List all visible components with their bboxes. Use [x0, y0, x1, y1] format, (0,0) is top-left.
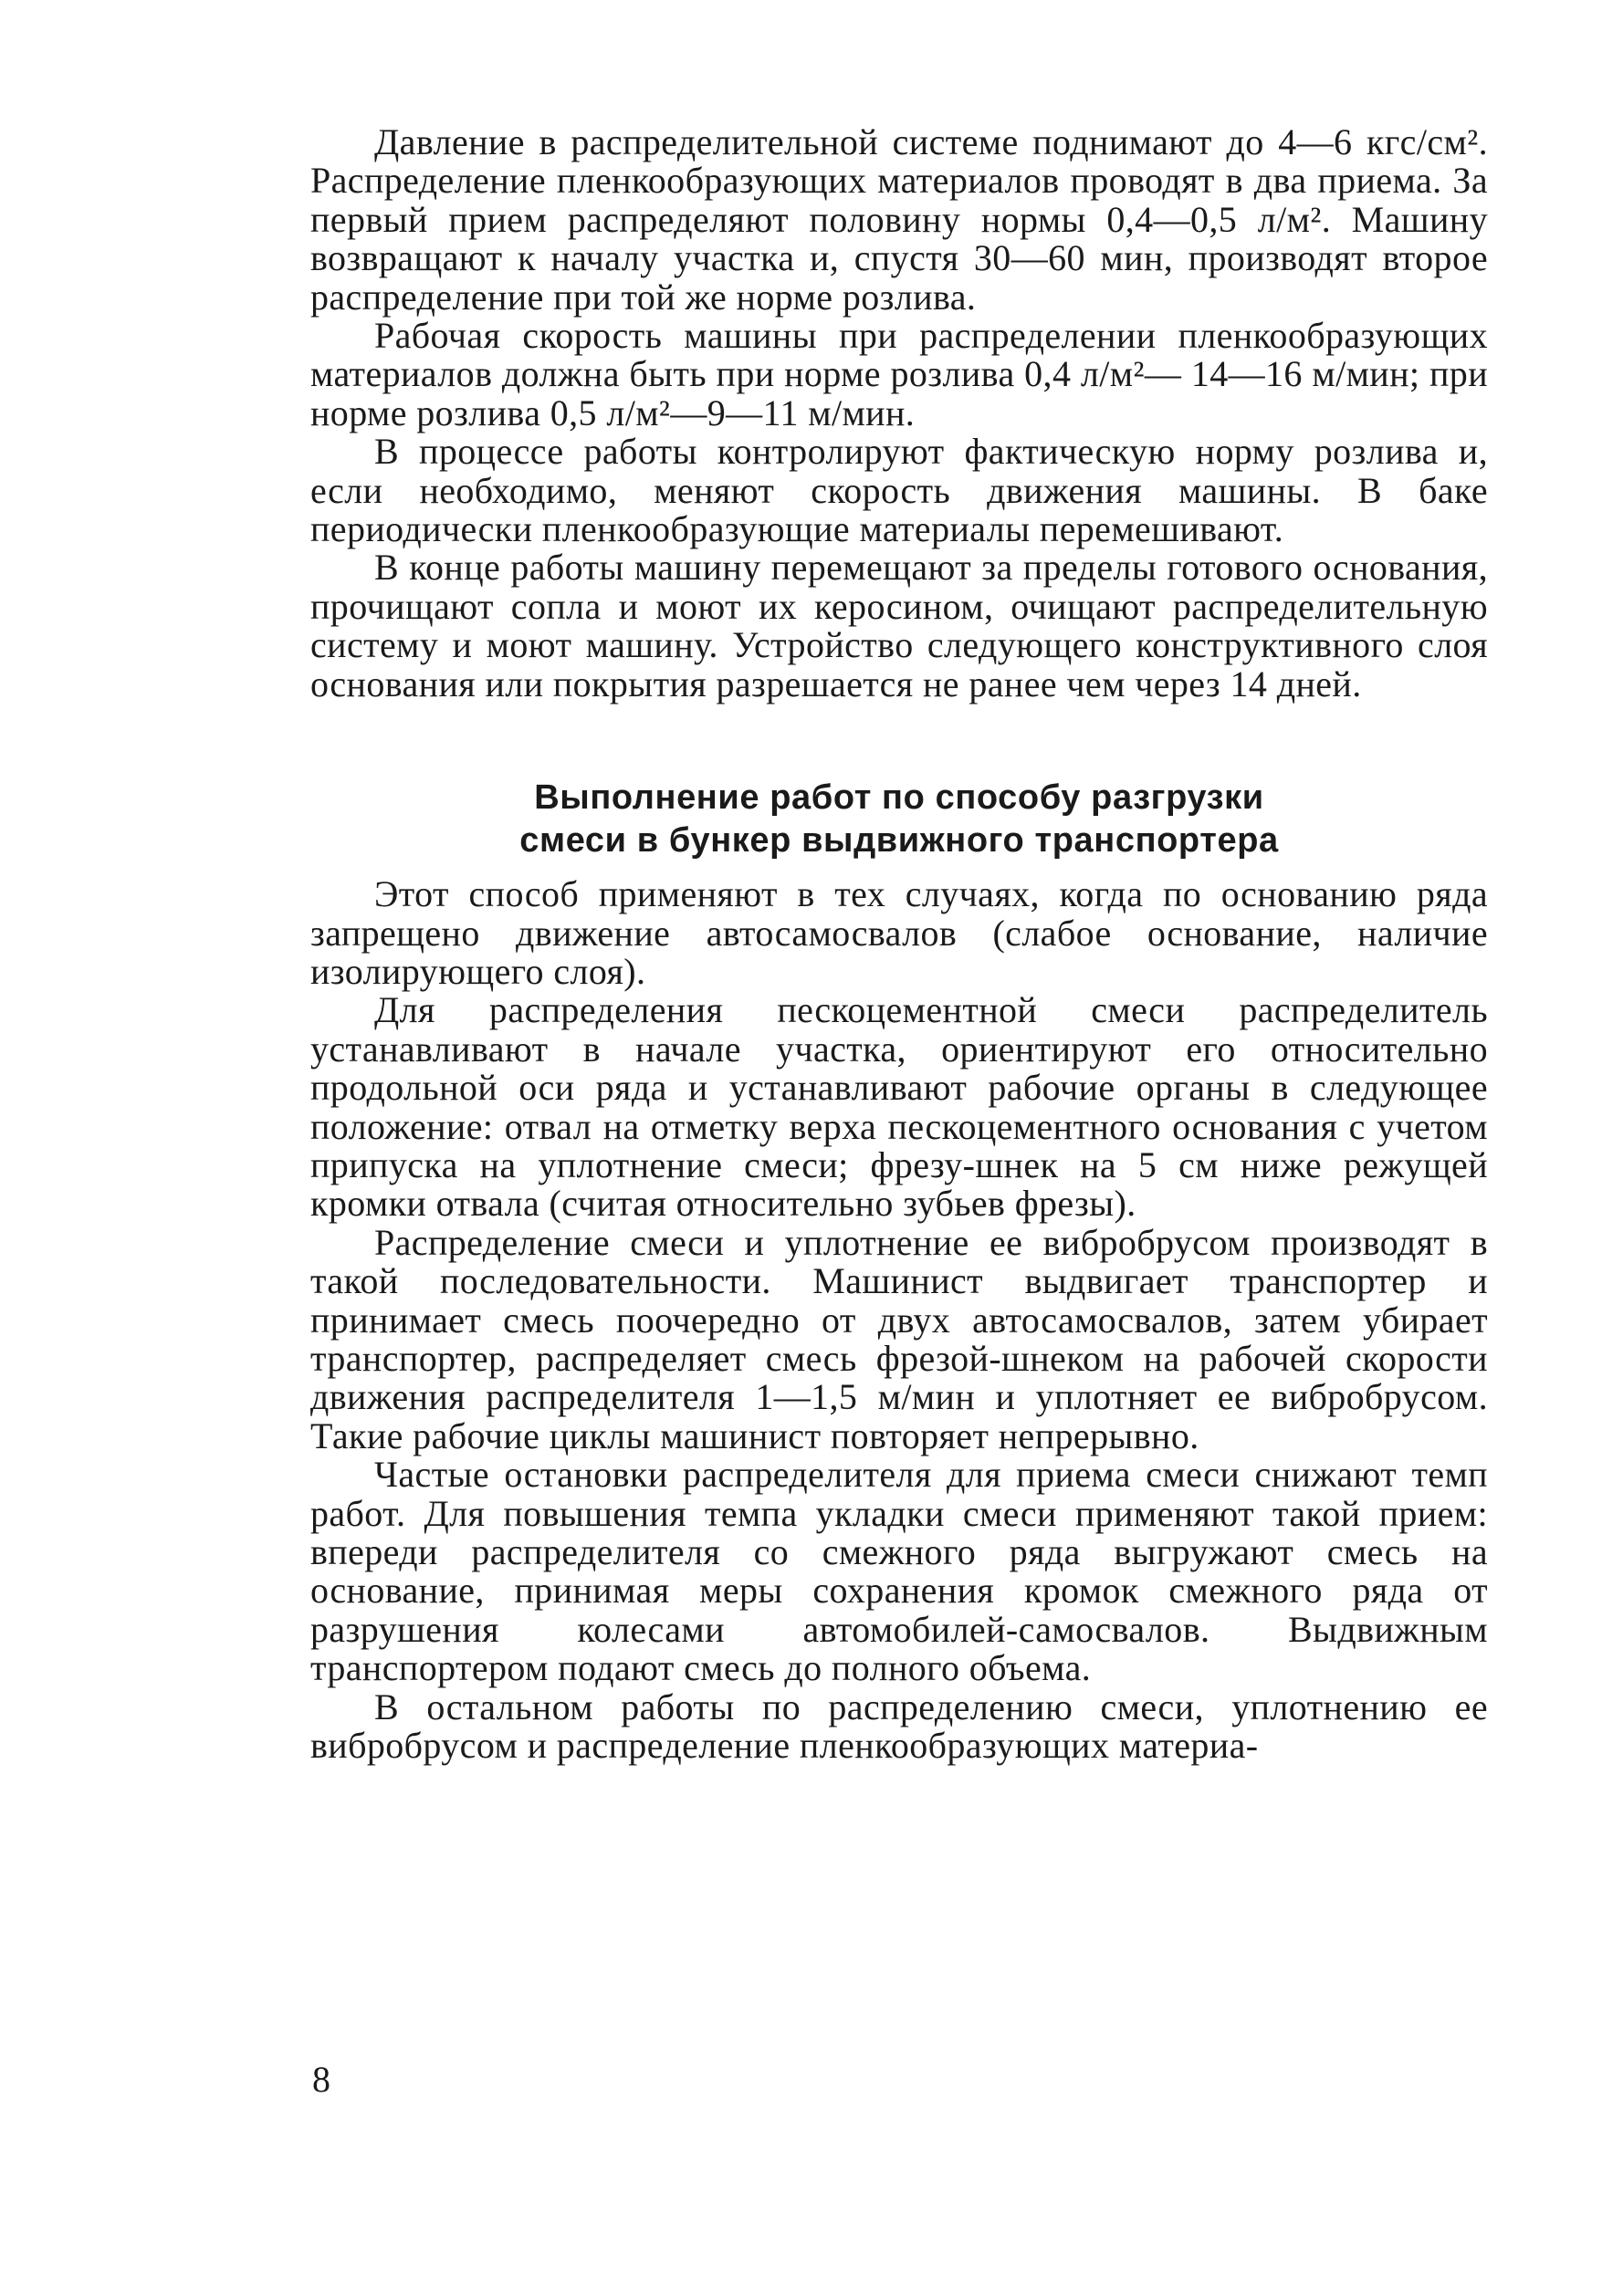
- section-heading-line-2: смеси в бункер выдвижного транспортера: [519, 821, 1279, 861]
- section-heading: [310, 777, 1488, 862]
- paragraph: Для распределения пескоцементной смеси распределитель устанавливают в начале участка, ориентируют его относительно продольной оси ряда и устанавливают рабочие органы в следующее положение: отвал на отметку верха пескоцементного основания с учетом припуска на уплотнение смеси; фрезу-шнек на 5 см ниже режущей кромки отвала (считая относительно зубьев фрезы).: [310, 989, 1488, 1225]
- paragraph: Рабочая скорость машины при распределении пленкообразующих материалов должна быть при норме розлива 0,4 л/м²— 14—16 м/мин; при норме розлива 0,5 л/м²—9—11 м/мин.: [310, 315, 1488, 433]
- section-spacer: [310, 704, 1488, 777]
- paragraph: В конце работы машину перемещают за пределы готового основания, прочищают сопла и моют их керосином, очищают распределительную систему и моют машину. Устройство следующего конструктивного слоя основания или покрытия разрешается не ранее чем через 14 дней.: [310, 547, 1488, 704]
- page-number: 8: [312, 2059, 330, 2100]
- paragraph: Распределение смеси и уплотнение ее вибробрусом производят в такой последовательности. Машинист выдвигает транспортер и принимает смесь поочередно от двух автосамосвалов, затем убирает транспортер, распределяет смесь фрезой-шнеком на рабочей скорости движения распределителя 1—1,5 м/мин и уплотняет ее вибробрусом. Такие рабочие циклы машинист повторяет непрерывно.: [310, 1221, 1488, 1456]
- paragraph: Давление в распределительной системе поднимают до 4—6 кгс/см². Распределение пленкообразующих материалов проводят в два приема. За первый прием распределяют половину нормы 0,4—0,5 л/м². Машину возвращают к началу участка и, спустя 30—60 мин, производят второе распределение при той же норме розлива.: [310, 121, 1488, 318]
- paragraph: Этот способ применяют в тех случаях, когда по основанию ряда запрещено движение автосамосвалов (слабое основание, наличие изолирующего слоя).: [310, 873, 1488, 992]
- paragraph: Частые остановки распределителя для приема смеси снижают темп работ. Для повышения темпа укладки смеси применяют такой прием: впереди распределителя со смежного ряда выгружают смесь на основание, принимая меры сохранения кромок смежного ряда от разрушения колесами автомобилей-самосвалов. Выдвижным транспортером подают смесь до полного объема.: [310, 1454, 1488, 1689]
- paragraph: В остальном работы по распределению смеси, уплотнению ее вибробрусом и распределение пленкообразующих материа-: [310, 1685, 1488, 1767]
- paragraph: В процессе работы контролируют фактическую норму розлива и, если необходимо, меняют скорость движения машины. В баке периодически пленкообразующие материалы перемешивают.: [310, 431, 1488, 550]
- section-heading-line-1: Выполнение работ по способу разгрузки: [534, 778, 1264, 818]
- page-body: [310, 123, 1488, 1765]
